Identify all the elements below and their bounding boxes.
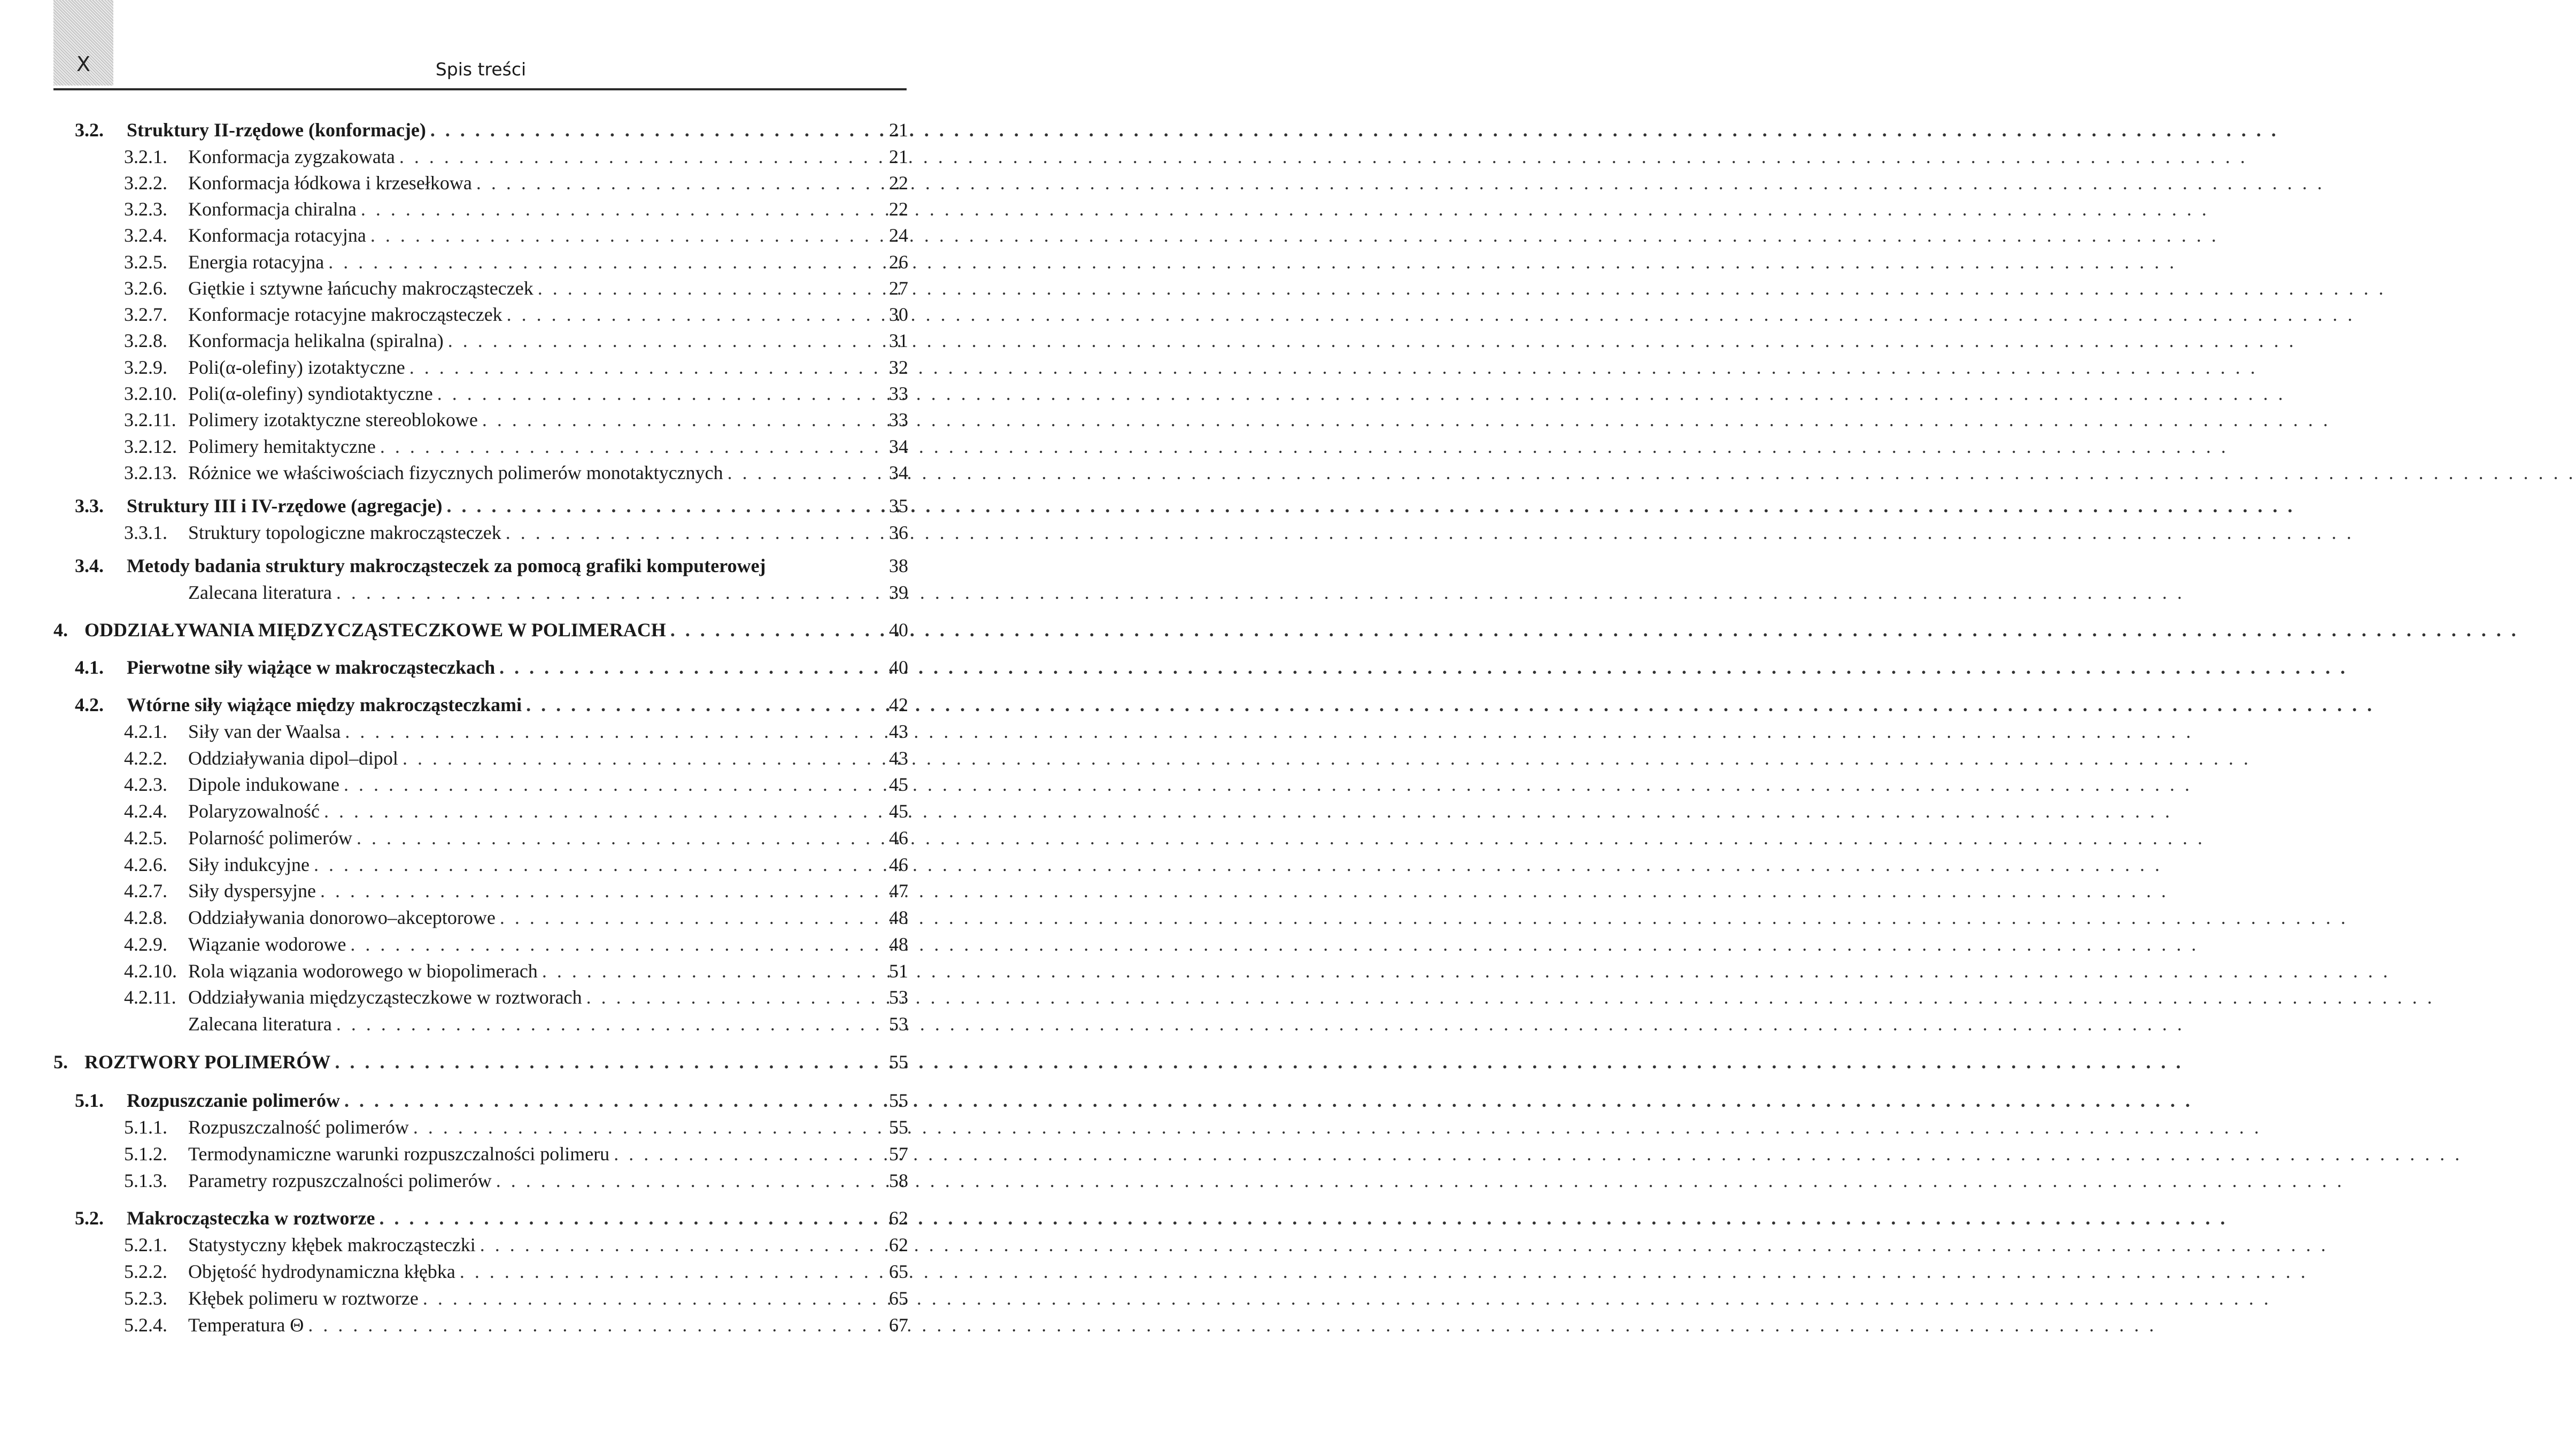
toc-entry: [124, 302, 842, 327]
toc-entry-page: 22: [889, 172, 908, 194]
dot-leader: [447, 494, 2295, 518]
toc-entry: [124, 799, 842, 823]
toc-entry: [124, 959, 842, 983]
toc-entry-page: 45: [889, 800, 908, 822]
toc-entry-number: 5.2.2.: [124, 1261, 167, 1282]
dot-leader: [423, 1286, 2271, 1311]
toc-entry: [124, 520, 842, 545]
toc-entry-number: 4.2.10.: [124, 960, 177, 982]
toc-entry-number: 4.2.6.: [124, 854, 167, 875]
toc-entry: [124, 460, 842, 485]
toc-entry-title: Siły dyspersyjne: [188, 880, 316, 901]
toc-entry-title: Oddziaływania międzycząsteczkowe w roztworach: [188, 987, 582, 1008]
toc-entry-title: Zalecana literatura: [188, 582, 332, 603]
toc-entry-page: 67: [889, 1314, 908, 1336]
dot-leader: [399, 144, 2248, 169]
toc-entry-number: 3.2.2.: [124, 172, 167, 194]
toc-entry-title: Zalecana literatura: [188, 1013, 332, 1035]
toc-entry-title: Energia rotacyjna: [188, 251, 324, 273]
toc-entry-title: Parametry rozpuszczalności polimerów: [188, 1170, 492, 1191]
toc-entry-page: 30: [889, 304, 908, 325]
toc-entry: [188, 1012, 842, 1036]
toc-entry: [124, 826, 842, 850]
dot-leader: [345, 719, 2193, 744]
toc-entry-number: 3.2.1.: [124, 146, 167, 167]
toc-entry-number: 3.2.6.: [124, 278, 167, 299]
toc-entry-title: Konformacja łódkowa i krzesełkowa: [188, 172, 472, 194]
toc-entry: [124, 1168, 842, 1193]
toc-entry-page: 36: [889, 522, 908, 543]
toc-entry-number: 4.2.2.: [124, 748, 167, 769]
running-header-title: Spis treści: [435, 59, 527, 80]
dot-leader: [430, 118, 2279, 142]
toc-entry: [124, 407, 842, 432]
toc-entry-number: 3.2.5.: [124, 251, 167, 273]
dot-leader: [335, 1050, 2183, 1074]
toc-entry-number: 4.2.1.: [124, 721, 167, 742]
toc-entry-number: 5.1.1.: [124, 1116, 167, 1138]
toc-entry-page: 21: [889, 146, 908, 167]
dot-leader: [350, 932, 2199, 957]
toc-entry-title: Polarność polimerów: [188, 827, 352, 849]
dot-leader: [324, 799, 2172, 823]
toc-entry-number: 3.2.7.: [124, 304, 167, 325]
toc-entry: [53, 618, 842, 642]
toc-entry-page: 47: [889, 880, 908, 901]
toc-entry-title: Pierwotne siły wiążące w makrocząsteczkach: [127, 657, 496, 678]
toc-entry-number: 5.2.: [75, 1207, 104, 1229]
toc-entry-page: 65: [889, 1288, 908, 1309]
toc-entry: [75, 494, 842, 518]
toc-entry-page: 22: [889, 198, 908, 220]
toc-entry-title: Rola wiązania wodorowego w biopolimerach: [188, 960, 538, 982]
dot-leader: [370, 223, 2219, 248]
toc-entry-page: 40: [889, 619, 908, 641]
toc-entry: [124, 772, 842, 797]
dot-leader: [314, 852, 2162, 877]
toc-entry-page: 62: [889, 1234, 908, 1255]
toc-entry-number: 3.3.: [75, 495, 104, 517]
toc-entry-page: 34: [889, 462, 908, 483]
toc-entry: [53, 1050, 842, 1074]
toc-entry-number: 3.3.1.: [124, 522, 167, 543]
toc-entry-title: Siły indukcyjne: [188, 854, 310, 875]
toc-entry: [75, 118, 842, 142]
toc-entry-title: Metody badania struktury makrocząsteczek za pomocą grafiki komputerowej: [127, 555, 766, 576]
toc-entry-number: 5.: [53, 1051, 68, 1073]
toc-entry: [124, 905, 842, 930]
toc-entry-page: 33: [889, 383, 908, 404]
toc-entry: [124, 852, 842, 877]
toc-entry: [124, 1313, 842, 1337]
toc-entry-page: 65: [889, 1261, 908, 1282]
dot-leader: [670, 618, 2519, 642]
toc-entry-title: Konformacja helikalna (spiralna): [188, 330, 444, 351]
toc-entry-page: 24: [889, 225, 908, 246]
toc-entry-page: 58: [889, 1170, 908, 1191]
toc-entry-page: 43: [889, 721, 908, 742]
dot-leader: [437, 381, 2286, 406]
toc-entry-page: 53: [889, 1013, 908, 1035]
toc-entry: [124, 328, 842, 353]
toc-entry-title: Konformacja rotacyjna: [188, 225, 366, 246]
dot-leader: [538, 276, 2386, 300]
toc-entry-title: Poli(α-olefiny) izotaktyczne: [188, 357, 405, 378]
toc-entry-number: 3.2.: [75, 119, 104, 141]
toc-entry-page: 33: [889, 409, 908, 430]
dot-leader: [403, 746, 2251, 770]
toc-entry-title: Termodynamiczne warunki rozpuszczalności polimeru: [188, 1143, 610, 1165]
toc-entry-title: Siły van der Waalsa: [188, 721, 341, 742]
toc-entry-page: 31: [889, 330, 908, 351]
toc-entry-title: ODDZIAŁYWANIA MIĘDZYCZĄSTECZKOWE W POLIMERACH: [84, 619, 666, 641]
toc-entry-number: 4.2.11.: [124, 987, 176, 1008]
toc-entry: [75, 1088, 842, 1113]
dot-leader: [526, 692, 2374, 717]
toc-entry: [188, 580, 842, 605]
dot-leader: [380, 434, 2229, 459]
toc-entry-number: 5.2.3.: [124, 1288, 167, 1309]
toc-entry-title: Oddziaływania donorowo–akceptorowe: [188, 907, 496, 928]
toc-entry: [124, 985, 842, 1010]
dot-leader: [482, 407, 2331, 432]
toc-entry: [75, 553, 842, 578]
toc-entry: [124, 355, 842, 380]
toc-entry-page: 55: [889, 1090, 908, 1111]
toc-entry-number: 5.1.: [75, 1090, 104, 1111]
toc-entry-number: 5.1.2.: [124, 1143, 167, 1165]
toc-entry: [124, 1259, 842, 1284]
toc-entry-number: 4.1.: [75, 657, 104, 678]
toc-entry-page: 34: [889, 436, 908, 457]
toc-entry-title: Dipole indukowane: [188, 774, 339, 795]
toc-entry-number: 4.: [53, 619, 68, 641]
toc-entry-title: Statystyczny kłębek makrocząsteczki: [188, 1234, 476, 1255]
toc-entry-page: 38: [889, 555, 908, 576]
toc-entry-number: 5.1.3.: [124, 1170, 167, 1191]
dot-leader: [320, 879, 2169, 903]
dot-leader: [542, 959, 2391, 983]
dot-leader: [336, 580, 2185, 605]
dot-leader: [499, 655, 2348, 680]
toc-entry-number: 3.2.10.: [124, 383, 177, 404]
toc-entry-title: Wiązanie wodorowe: [188, 934, 346, 955]
toc-entry-title: Oddziaływania dipol–dipol: [188, 748, 398, 769]
toc-entry-title: ROZTWORY POLIMERÓW: [84, 1051, 331, 1073]
toc-entry-title: Konformacja zygzakowata: [188, 146, 395, 167]
toc-entry-number: 4.2.3.: [124, 774, 167, 795]
toc-entry-page: 57: [889, 1143, 908, 1165]
toc-entry-page: 55: [889, 1116, 908, 1138]
toc-entry-title: Objętość hydrodynamiczna kłębka: [188, 1261, 455, 1282]
toc-entry-page: 21: [889, 119, 908, 141]
toc-entry-number: 4.2.7.: [124, 880, 167, 901]
toc-entry: [124, 171, 842, 195]
toc-entry-page: 35: [889, 495, 908, 517]
toc-entry-number: 3.4.: [75, 555, 104, 576]
toc-entry-number: 4.2.: [75, 694, 104, 715]
toc-entry-number: 4.2.5.: [124, 827, 167, 849]
toc-entry-page: 62: [889, 1207, 908, 1229]
toc-entry-title: Struktury III i IV-rzędowe (agregacje): [127, 495, 443, 517]
dot-leader: [476, 171, 2325, 195]
toc-entry-title: Struktury II-rzędowe (konformacje): [127, 119, 426, 141]
toc-entry-number: 3.2.12.: [124, 436, 177, 457]
toc-entry: [124, 1142, 842, 1166]
dot-leader: [500, 905, 2348, 930]
toc-entry-number: 4.2.8.: [124, 907, 167, 928]
dot-leader: [379, 1206, 2227, 1230]
toc-entry-number: 3.2.8.: [124, 330, 167, 351]
toc-entry-page: 46: [889, 854, 908, 875]
toc-entry-title: Konformacja chiralna: [188, 198, 357, 220]
toc-entry-page: 46: [889, 827, 908, 849]
toc-entry: [124, 746, 842, 770]
toc-entry-page: 40: [889, 657, 908, 678]
toc-entry-page: 55: [889, 1051, 908, 1073]
toc-entry-title: Giętkie i sztywne łańcuchy makrocząsteczek: [188, 278, 533, 299]
toc-entry: [124, 144, 842, 169]
toc-entry-number: 4.2.9.: [124, 934, 167, 955]
toc-entry-number: 4.2.4.: [124, 800, 167, 822]
dot-leader: [344, 772, 2192, 797]
toc-entry: [75, 655, 842, 680]
page-folio: X: [76, 52, 91, 76]
toc-entry-title: Konformacje rotacyjne makrocząsteczek: [188, 304, 502, 325]
toc-entry-title: Polimery hemitaktyczne: [188, 436, 376, 457]
toc-entry-title: Polaryzowalność: [188, 800, 320, 822]
toc-entry: [124, 223, 842, 248]
toc-entry-title: Temperatura Θ: [188, 1314, 304, 1336]
header-rule: [53, 88, 907, 90]
toc-entry-page: 51: [889, 960, 908, 982]
toc-entry: [75, 1206, 842, 1230]
toc-entry-page: 48: [889, 934, 908, 955]
dot-leader: [460, 1259, 2308, 1284]
toc-entry-page: 48: [889, 907, 908, 928]
toc-entry-title: Polimery izotaktyczne stereoblokowe: [188, 409, 478, 430]
toc-entry-page: 27: [889, 278, 908, 299]
toc-entry: [124, 250, 842, 274]
toc-entry: [124, 1232, 842, 1257]
toc-entry-page: 53: [889, 987, 908, 1008]
dot-leader: [506, 520, 2354, 545]
toc-entry: [124, 879, 842, 903]
toc-entry-number: 3.2.3.: [124, 198, 167, 220]
toc-entry-page: 42: [889, 694, 908, 715]
toc-entry: [75, 692, 842, 717]
toc-entry: [124, 276, 842, 300]
toc-entry-number: 3.2.13.: [124, 462, 177, 483]
toc-entry-title: Struktury topologiczne makrocząsteczek: [188, 522, 501, 543]
toc-entry-number: 3.2.4.: [124, 225, 167, 246]
dot-leader: [357, 826, 2205, 850]
toc-entry-title: Rozpuszczalność polimerów: [188, 1116, 409, 1138]
dot-leader: [728, 460, 2576, 485]
toc-entry-title: Poli(α-olefiny) syndiotaktyczne: [188, 383, 433, 404]
toc-entry-title: Kłębek polimeru w roztworze: [188, 1288, 419, 1309]
toc-entry-number: 3.2.11.: [124, 409, 176, 430]
toc-entry-number: 3.2.9.: [124, 357, 167, 378]
toc-entry-page: 26: [889, 251, 908, 273]
toc-entry-title: Rozpuszczanie polimerów: [127, 1090, 340, 1111]
dot-leader: [344, 1088, 2193, 1113]
toc-entry-number: 5.2.1.: [124, 1234, 167, 1255]
toc-entry: [124, 1286, 842, 1311]
toc-entry-number: 5.2.4.: [124, 1314, 167, 1336]
toc-entry-title: Wtórne siły wiążące między makrocząsteczkami: [127, 694, 522, 715]
dot-leader: [328, 250, 2177, 274]
toc-entry: [124, 197, 842, 221]
toc-entry: [124, 434, 842, 459]
dot-leader: [413, 1115, 2262, 1139]
dot-leader: [480, 1232, 2329, 1257]
toc-entry: [124, 719, 842, 744]
dot-leader: [409, 355, 2258, 380]
toc-entry: [124, 932, 842, 957]
toc-entry-page: 32: [889, 357, 908, 378]
toc-entry-title: Różnice we właściwościach fizycznych polimerów monotaktycznych: [188, 462, 723, 483]
dot-leader: [361, 197, 2209, 221]
toc-entry-page: 45: [889, 774, 908, 795]
dot-leader: [308, 1313, 2156, 1337]
toc-entry-page: 43: [889, 748, 908, 769]
toc-entry: [124, 1115, 842, 1139]
dot-leader: [496, 1168, 2345, 1193]
dot-leader: [336, 1012, 2185, 1036]
dot-leader: [507, 302, 2355, 327]
toc-entry-page: 39: [889, 582, 908, 603]
toc-entry: [124, 381, 842, 406]
dot-leader: [448, 328, 2296, 353]
toc-entry-title: Makrocząsteczka w roztworze: [127, 1207, 375, 1229]
